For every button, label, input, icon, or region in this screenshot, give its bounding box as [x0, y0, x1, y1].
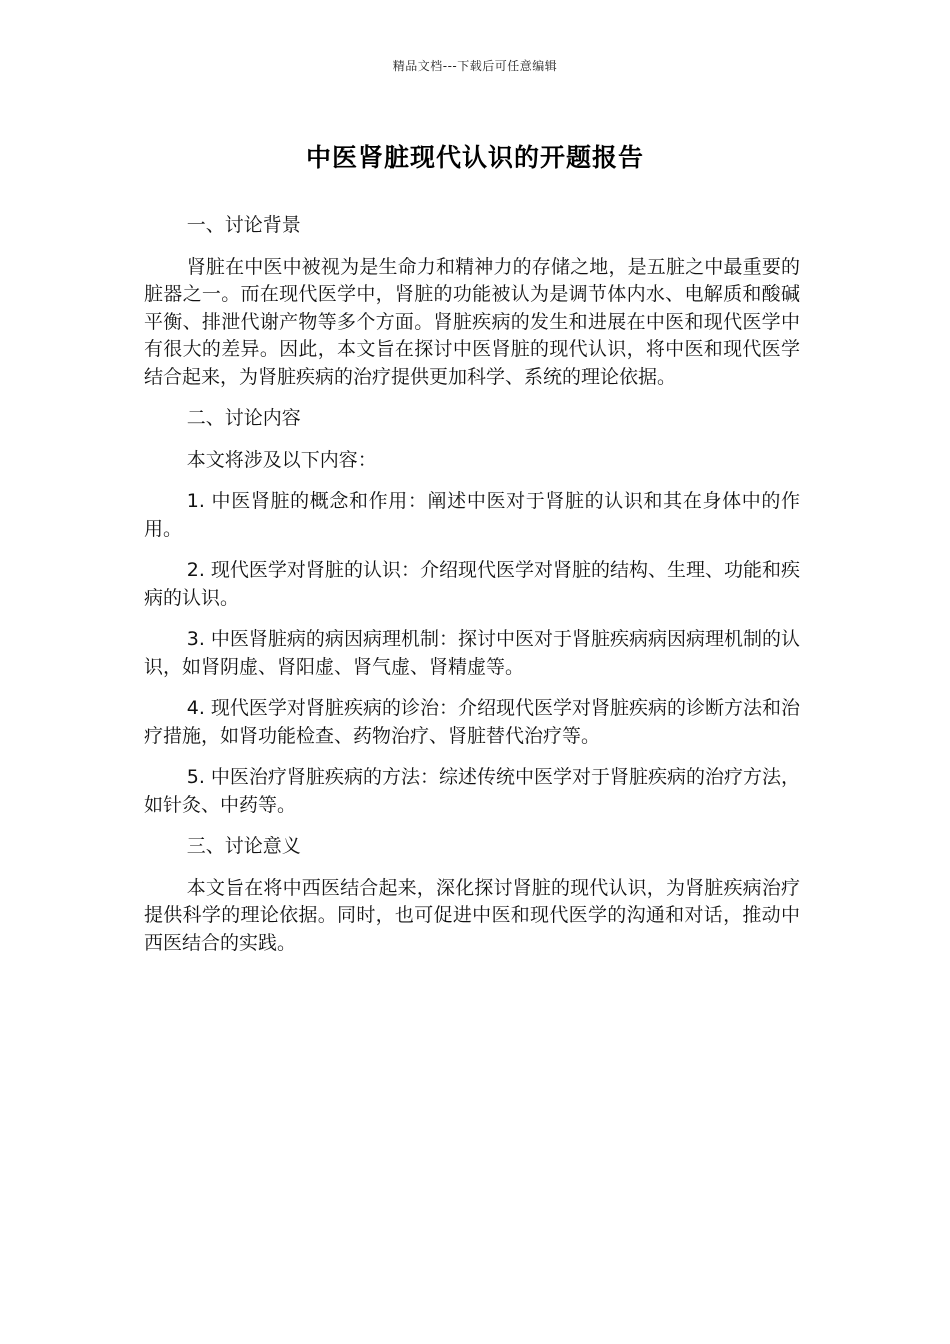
paragraph-significance: 本文旨在将中西医结合起来，深化探讨肾脏的现代认识，为肾脏疾病治疗提供科学的理论依据。同时，也可促进中医和现代医学的沟通和对话，推动中西医结合的实践。	[144, 876, 800, 954]
paragraph-background: 肾脏在中医中被视为是生命力和精神力的存储之地，是五脏之中最重要的脏器之一。而在现代医学中，肾脏的功能被认为是调节体内水、电解质和酸碱平衡、排泄代谢产物等多个方面。肾脏疾病的发生和进展在中医和现代医学中有很大的差异。因此，本文旨在探讨中医肾脏的现代认识，将中医和现代医学结合起来，为肾脏疾病的治疗提供更加科学、系统的理论依据。	[144, 255, 800, 388]
list-item-content-2: 2. 现代医学对肾脏的认识：介绍现代医学对肾脏的结构、生理、功能和疾病的认识。	[144, 559, 800, 609]
list-item-content-1: 1. 中医肾脏的概念和作用：阐述中医对于肾脏的认识和其在身体中的作用。	[144, 490, 800, 540]
document-body	[144, 212, 800, 971]
section-heading-background: 一、讨论背景	[186, 214, 301, 236]
section-heading-content: 二、讨论内容	[186, 407, 301, 429]
paragraph-content-intro: 本文将涉及以下内容：	[186, 448, 377, 471]
list-item-content-5: 5. 中医治疗肾脏疾病的方法：综述传统中医学对于肾脏疾病的治疗方法，如针灸、中药等。	[144, 766, 800, 816]
list-item-content-3: 3. 中医肾脏病的病因病理机制：探讨中医对于肾脏疾病病因病理机制的认识，如肾阴虚、肾阳虚、肾气虚、肾精虚等。	[144, 628, 800, 678]
list-item-content-4: 4. 现代医学对肾脏疾病的诊治：介绍现代医学对肾脏疾病的诊断方法和治疗措施，如肾功能检查、药物治疗、肾脏替代治疗等。	[144, 697, 800, 747]
section-heading-significance: 三、讨论意义	[186, 835, 301, 857]
document-title: 中医肾脏现代认识的开题报告	[305, 143, 644, 172]
page-header-watermark: 精品文档---下载后可任意编辑	[392, 59, 558, 73]
